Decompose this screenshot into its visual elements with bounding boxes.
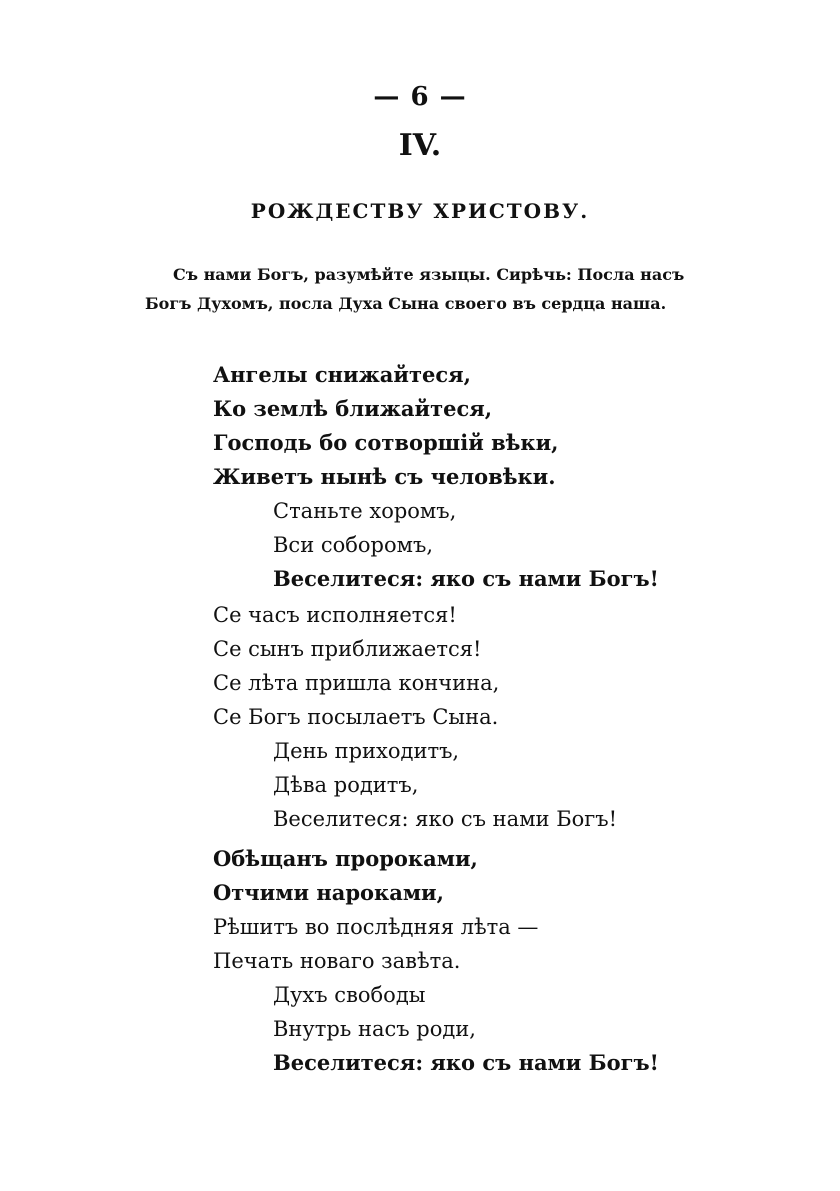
epigraph-line: Богъ Духомъ, посла Духа Сына своего въ сердца наша. bbox=[145, 294, 667, 313]
refrain-line: Веселитеся: яко съ нами Богъ! bbox=[273, 1050, 659, 1075]
refrain-line: Веселитеся: яко съ нами Богъ! bbox=[273, 807, 618, 831]
refrain-line: Станьте хоромъ, bbox=[273, 499, 457, 523]
verse-line: Рѣшитъ во послѣдняя лѣта — bbox=[213, 915, 539, 939]
stanza-2 bbox=[213, 598, 733, 836]
verse-line: Ангелы снижайтеся, bbox=[213, 362, 471, 387]
verse-line: Отчими нароками, bbox=[213, 880, 444, 905]
section-numeral: IV. bbox=[398, 128, 442, 163]
epigraph-line: Съ нами Богъ, разумѣйте языцы. Сирѣчь: Посла насъ bbox=[173, 265, 685, 284]
refrain-line: Внутрь насъ роди, bbox=[273, 1017, 476, 1041]
refrain-line: Дѣва родитъ, bbox=[273, 773, 419, 797]
verse-line: Се лѣта пришла кончина, bbox=[213, 671, 500, 695]
verse-line: Живетъ нынѣ съ человѣки. bbox=[213, 464, 556, 489]
stanza-3 bbox=[213, 842, 733, 1080]
verse-line: Се часъ исполняется! bbox=[213, 603, 457, 627]
verse-line: Печать новаго завѣта. bbox=[213, 949, 461, 973]
refrain-line: День приходитъ, bbox=[273, 739, 460, 763]
verse-line: Обѣщанъ пророками, bbox=[213, 846, 478, 871]
page-number: — 6 — bbox=[373, 82, 467, 112]
verse-line: Ко землѣ ближайтеся, bbox=[213, 396, 493, 421]
refrain-line: Веселитеся: яко съ нами Богъ! bbox=[273, 566, 659, 591]
stanza-1 bbox=[213, 358, 733, 596]
verse-line: Се сынъ приближается! bbox=[213, 637, 482, 661]
refrain-line: Духъ свободы bbox=[273, 983, 426, 1007]
epigraph bbox=[145, 260, 705, 318]
poem-title: РОЖДЕСТВУ ХРИСТОВУ. bbox=[250, 199, 590, 223]
verse-line: Господь бо сотворшій вѣки, bbox=[213, 430, 559, 455]
refrain-line: Вси соборомъ, bbox=[273, 533, 434, 557]
verse-line: Се Богъ посылаетъ Сына. bbox=[213, 705, 499, 729]
